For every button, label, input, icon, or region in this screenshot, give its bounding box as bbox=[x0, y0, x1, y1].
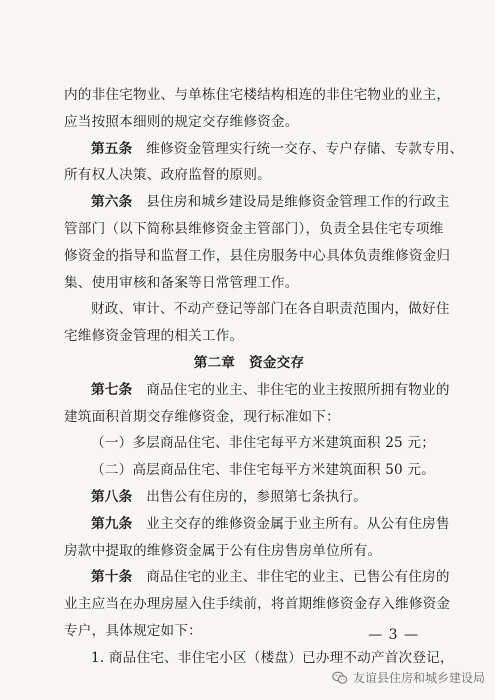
article-5 bbox=[64, 136, 464, 163]
article-label: 第八条 bbox=[91, 488, 133, 505]
text-line: 管部门（以下简称县维修资金主管部门），负责全县住宅专项维 bbox=[64, 220, 444, 237]
text-line: 内的非住宅物业、与单栋住宅楼结构相连的非住宅物业的业主， bbox=[64, 87, 451, 103]
article-label: 第五条 bbox=[91, 140, 133, 157]
article-text: 县住房和城乡建设局是维修资金管理工作的行政主 bbox=[146, 194, 450, 211]
chapter-heading bbox=[64, 350, 434, 377]
article-label: 第九条 bbox=[91, 515, 133, 532]
chapter-number: 第二章 bbox=[193, 354, 236, 371]
article-label: 第七条 bbox=[91, 381, 133, 398]
article-7 bbox=[64, 377, 450, 404]
text-line: 集、使用审核和备案等日常管理工作。 bbox=[64, 274, 299, 291]
list-item: 1. 商品住宅、非住宅小区（楼盘）已办理不动产首次登记， bbox=[91, 649, 454, 666]
article-text: 商品住宅的业主、非住宅的业主、已售公有住房的 bbox=[146, 569, 450, 586]
article-text: 商品住宅的业主、非住宅的业主按照所拥有物业的 bbox=[146, 381, 450, 398]
text-line: 财政、审计、不动产登记等部门在各自职责范围内，做好住 bbox=[91, 301, 450, 318]
text-line: 修资金的指导和监督工作，县住房服务中心具体负责维修资金归 bbox=[64, 247, 451, 264]
text-line: 专户，具体规定如下： bbox=[64, 622, 202, 639]
article-label: 第十条 bbox=[91, 569, 133, 586]
watermark-text: 友谊县住房和城乡建设局 bbox=[352, 671, 485, 685]
article-text: 业主交存的维修资金属于业主所有。从公有住房售 bbox=[146, 515, 450, 532]
article-text: 出售公有住房的，参照第七条执行。 bbox=[146, 488, 367, 505]
article-text: 维修资金管理实行统一交存、专户存储、专款专用、 bbox=[146, 140, 464, 157]
chapter-title: 资金交存 bbox=[249, 354, 305, 371]
text-line: 建筑面积首期交存维修资金，现行标准如下： bbox=[64, 408, 340, 425]
wechat-icon bbox=[332, 671, 348, 685]
article-6 bbox=[64, 189, 450, 216]
text-line: 应当按照本细则的规定交存维修资金。 bbox=[64, 113, 299, 130]
article-9 bbox=[64, 511, 450, 538]
article-label: 第六条 bbox=[91, 194, 133, 211]
list-item: （一）多层商品住宅、非住宅每平方米建筑面积 25 元； bbox=[91, 435, 435, 452]
document-body bbox=[64, 82, 464, 672]
text-line: 宅维修资金管理的相关工作。 bbox=[64, 328, 244, 345]
list-item: （二）高层商品住宅、非住宅每平方米建筑面积 50 元。 bbox=[91, 462, 435, 479]
text-line: 房款中提取的维修资金属于公有住房售房单位所有。 bbox=[64, 542, 382, 559]
article-10 bbox=[64, 564, 450, 591]
text-line: 所有权人决策、政府监督的原则。 bbox=[64, 167, 271, 184]
page-number: — 3 — bbox=[368, 627, 419, 643]
watermark bbox=[332, 669, 485, 686]
article-8 bbox=[64, 484, 434, 511]
text-line: 业主应当在办理房屋入住手续前，将首期维修资金存入维修资金 bbox=[64, 596, 451, 613]
